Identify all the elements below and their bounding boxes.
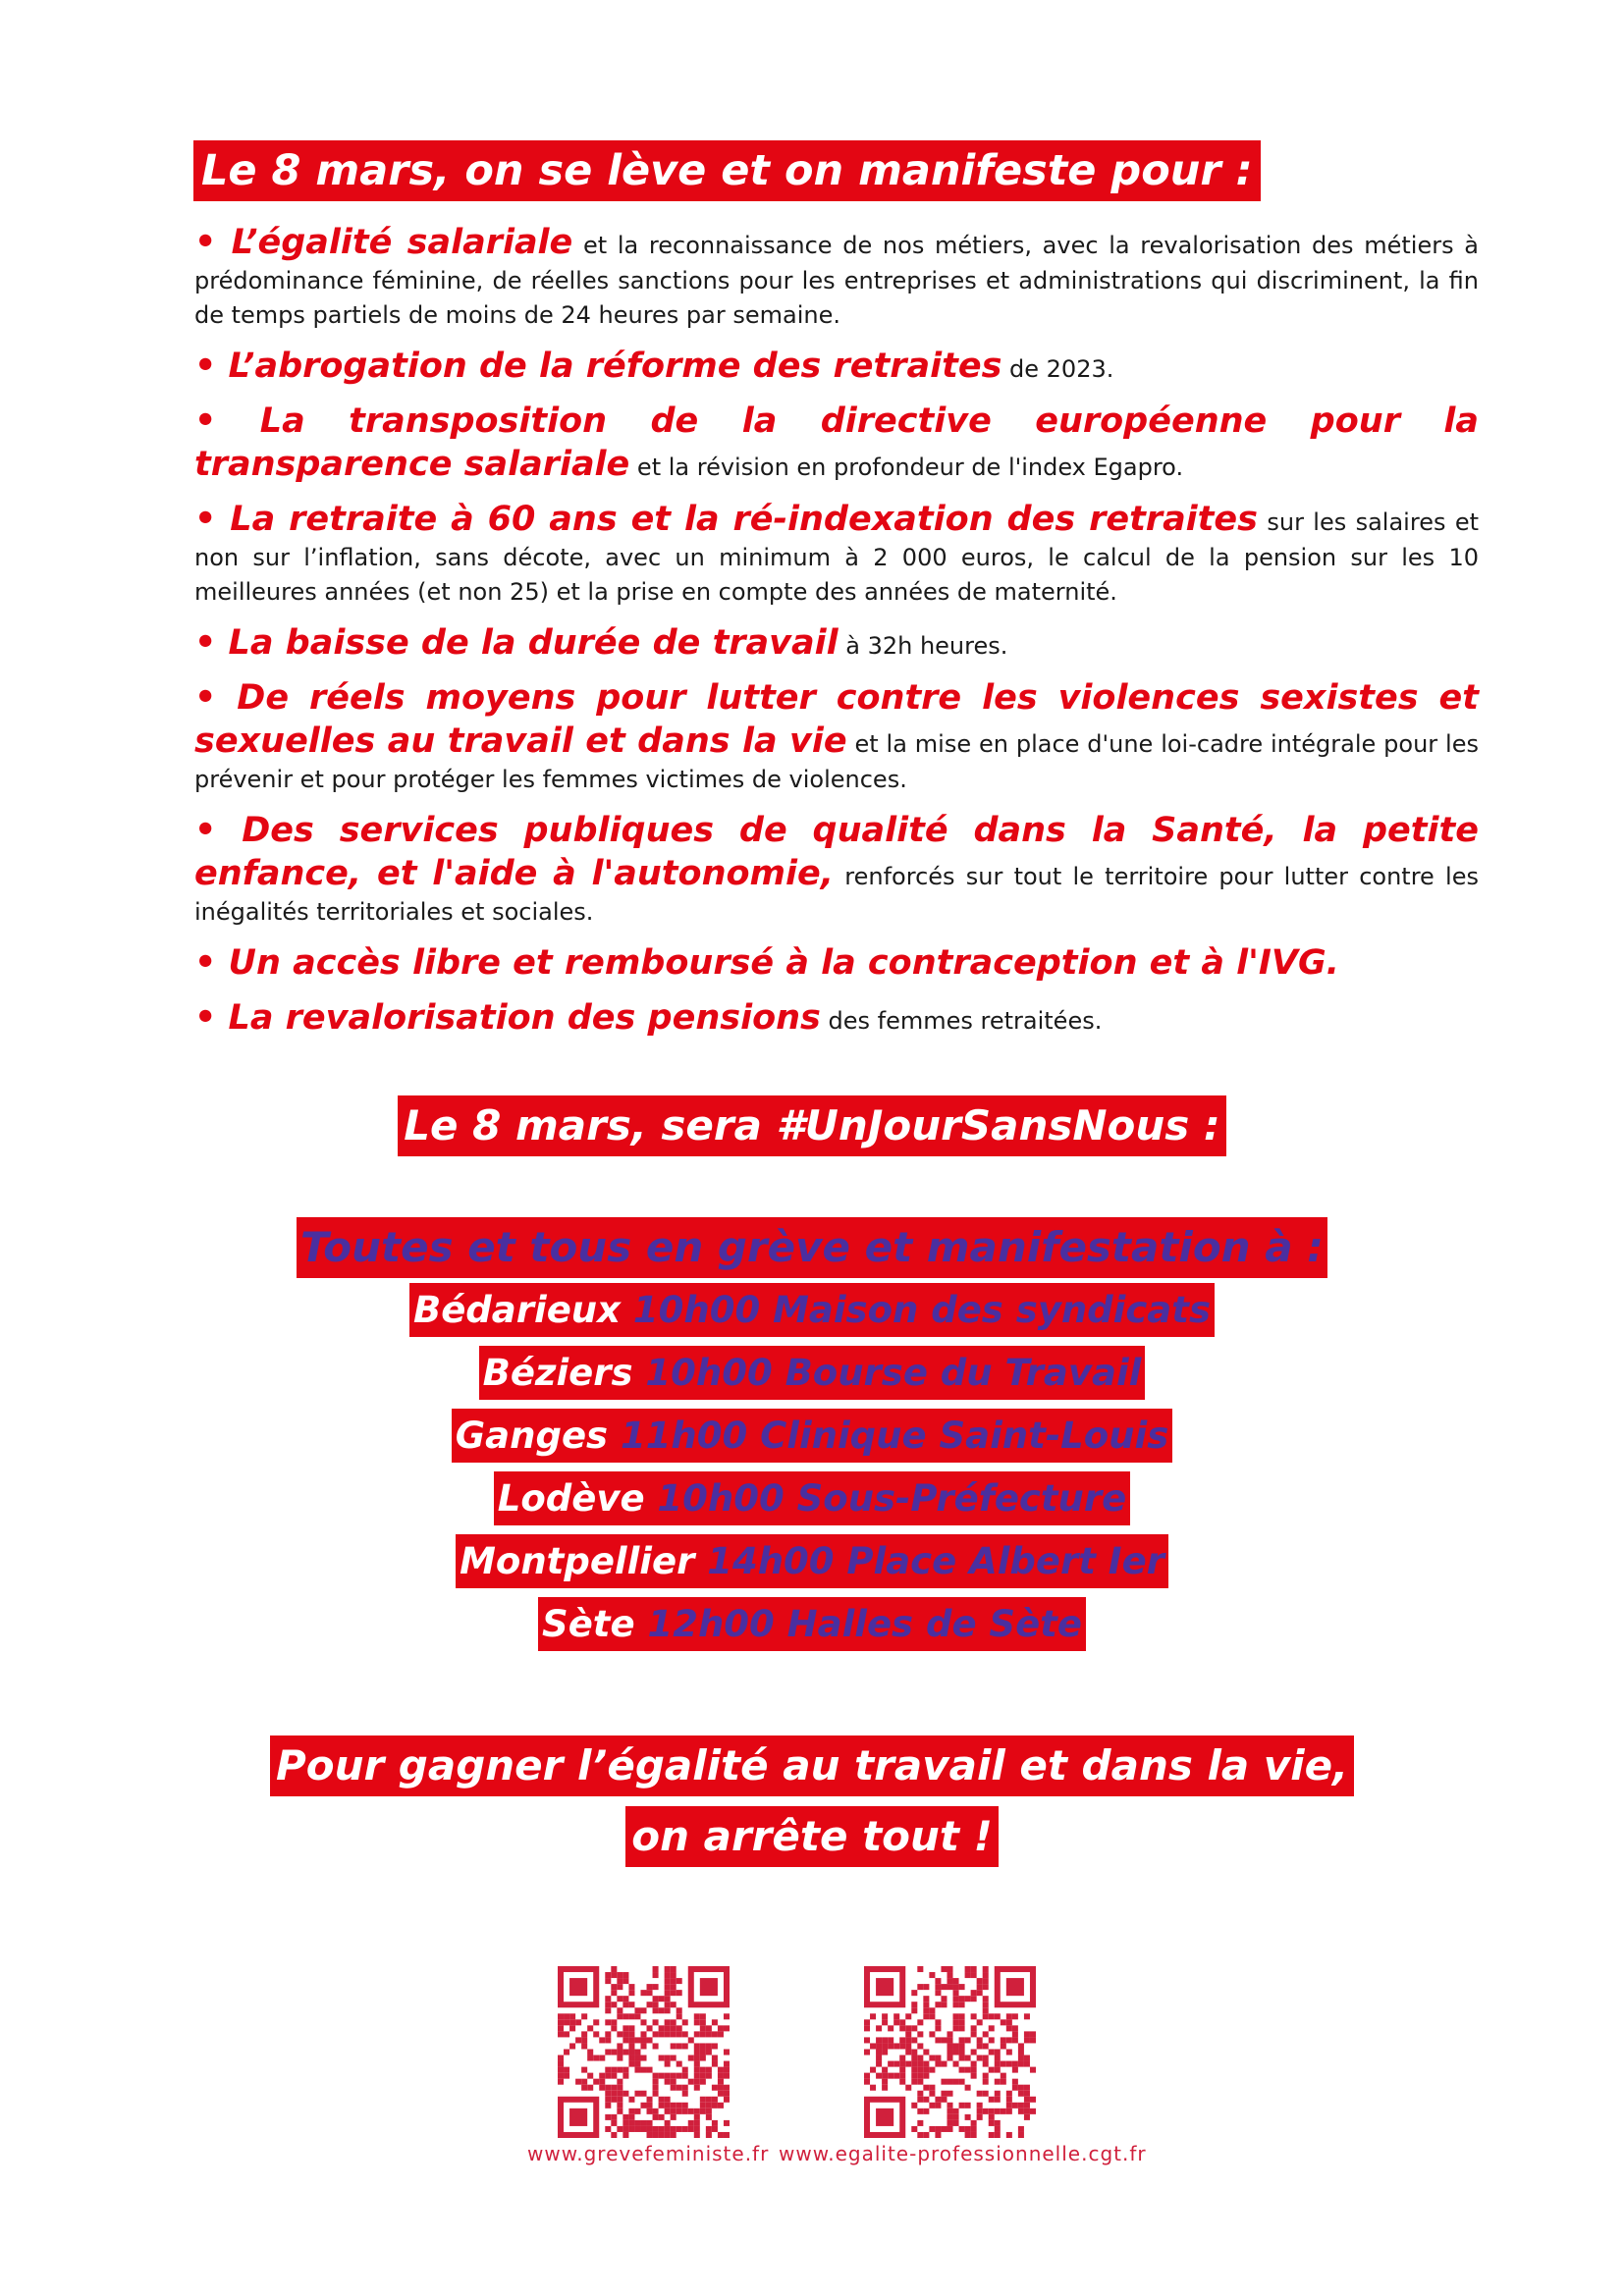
closing-line-text: on arrête tout ! <box>625 1806 999 1867</box>
demand-lead: • La retraite à 60 ans et la ré-indexation des retraites <box>194 500 1258 539</box>
location-detail: 14h00 Place Albert Ier <box>694 1540 1164 1582</box>
demand-text: sur les salaires et non sur l’inflation, sans décote, avec un minimum à 2 000 euros, le calcul de la pension sur les 10 meilleures années (et non 25) et la prise en compte des années de maternité. <box>194 508 1479 606</box>
demand-text: renforcés sur tout le territoire pour lutter contre les inégalités territoriales et sociales. <box>194 863 1479 926</box>
demand-lead: • L’abrogation de la réforme des retraites <box>194 347 1002 386</box>
demand-item <box>194 621 1479 665</box>
demand-item <box>194 498 1479 610</box>
link-egalite-professionnelle[interactable]: www.egalite-professionnelle.cgt.fr <box>779 2142 1147 2165</box>
demand-text: et la mise en place d'une loi-cadre intégrale pour les prévenir et pour protéger les femmes victimes de violences. <box>194 730 1479 793</box>
qr-code-egalite-pro[interactable] <box>864 1966 1036 2138</box>
location-detail: 10h00 Maison des syndicats <box>621 1289 1211 1331</box>
demand-lead: • La baisse de la durée de travail <box>194 623 839 663</box>
link-grevefeministe[interactable]: www.grevefeministe.fr <box>527 2142 770 2165</box>
location-city: Lodève <box>497 1477 645 1520</box>
demand-lead: • Un accès libre et remboursé à la contraception et à l'IVG. <box>194 943 1339 983</box>
location-row <box>0 1471 1624 1525</box>
demand-item <box>194 221 1479 333</box>
demand-item <box>194 809 1479 930</box>
demand-lead: • De réels moyens pour lutter contre les violences sexistes et sexuelles au travail et dans la vie <box>194 678 1479 761</box>
location-row <box>0 1597 1624 1651</box>
location-detail: 10h00 Sous-Préfecture <box>644 1477 1127 1520</box>
location-city: Sète <box>542 1603 635 1645</box>
demand-text: des femmes retraitées. <box>820 1007 1103 1035</box>
location-city: Ganges <box>455 1415 609 1457</box>
demand-text: et la révision en profondeur de l'index Egapro. <box>629 454 1184 481</box>
location-detail: 10h00 Bourse du Travail <box>632 1352 1142 1394</box>
demand-lead: • La transposition de la directive européenne pour la transparence salariale <box>194 401 1479 484</box>
demand-lead: • La revalorisation des pensions <box>194 998 821 1038</box>
closing-line <box>0 1735 1624 1796</box>
location-row <box>0 1409 1624 1463</box>
demand-item <box>194 941 1479 985</box>
closing-line <box>0 1806 1624 1867</box>
demand-text: à 32h heures. <box>838 632 1008 660</box>
hashtag-title <box>0 1095 1624 1156</box>
demand-lead: • L’égalité salariale <box>194 223 573 262</box>
strike-title <box>0 1217 1624 1278</box>
location-city: Montpellier <box>460 1540 695 1582</box>
location-row <box>0 1283 1624 1337</box>
hashtag-title-text: Le 8 mars, sera #UnJourSansNous : <box>398 1095 1225 1156</box>
location-detail: 11h00 Clinique Saint-Louis <box>608 1415 1169 1457</box>
demand-item <box>194 400 1479 486</box>
location-row <box>0 1346 1624 1400</box>
demand-lead: • Des services publiques de qualité dans la Santé, la petite enfance, et l'aide à l'autonomie, <box>194 811 1479 893</box>
demand-item <box>194 676 1479 797</box>
location-detail: 12h00 Halles de Sète <box>634 1603 1082 1645</box>
strike-title-text: Toutes et tous en grève et manifestation à : <box>297 1217 1327 1278</box>
demands-list <box>194 221 1479 1040</box>
closing-line-text: Pour gagner l’égalité au travail et dans la vie, <box>270 1735 1354 1796</box>
qr-code-grevefeministe[interactable] <box>558 1966 730 2138</box>
page-title: Le 8 mars, on se lève et on manifeste pour : <box>193 140 1261 201</box>
location-city: Béziers <box>482 1352 633 1394</box>
demand-text: de 2023. <box>1001 355 1114 383</box>
demand-text: et la reconnaissance de nos métiers, avec la revalorisation des métiers à prédominance féminine, de réelles sanctions pour les entreprises et administrations qui discriminent, la fin de temps partiels de moins de 24 heures par semaine. <box>194 232 1479 329</box>
demand-item <box>194 345 1479 388</box>
location-row <box>0 1534 1624 1588</box>
demand-item <box>194 996 1479 1040</box>
location-city: Bédarieux <box>413 1289 621 1331</box>
